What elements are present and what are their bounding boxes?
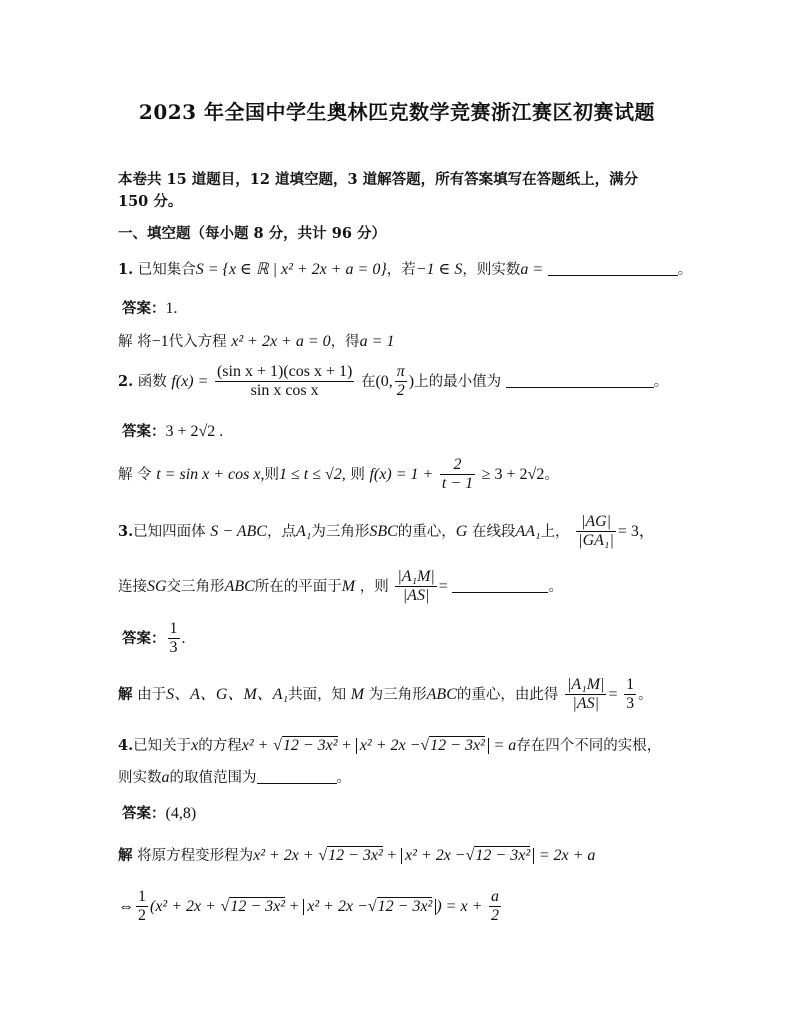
fraction: $\frac{|AG|}{\text{|GA₁|}}$ [578,513,614,550]
answer-blank[interactable] [548,261,678,276]
math-expr: −1 ∈ S [415,261,463,278]
math-expr: ABC [426,685,457,703]
math-expr: ABC [224,577,255,595]
math-expr: 12 − 3x² [230,897,286,915]
question-text: 所在的平面于 [254,578,342,595]
answer-value: 3 + 2√2 . [165,423,224,440]
math-expr: f(x) = [171,372,209,390]
fraction: $\frac{1}{3}$ [626,676,635,713]
math-expr: M [341,577,356,595]
solution-text: 由于 [137,686,167,703]
solution-1 [118,330,394,351]
answer-blank[interactable] [452,578,548,593]
question-text: 。 [653,373,669,390]
iff-symbol: ⇔ [118,897,134,915]
solution-2 [118,456,559,494]
math-expr: 12 − 3x² [328,847,383,864]
answer-blank[interactable] [257,769,337,784]
question-text: 已知集合 [137,262,196,278]
math-expr: 1 ≤ t ≤ √2, [278,465,346,483]
math-expr: + [289,897,299,915]
math-expr: x [191,737,199,754]
solution-text: 则 [264,466,279,483]
question-text: 已知四面体 [133,523,206,540]
answer-3 [122,620,186,658]
answer-value: (4,8) [165,805,197,822]
solution-text: 代入方程 [168,334,227,350]
math-expr: = a [493,737,517,754]
question-4 [118,734,661,755]
fraction: $\frac{1}{3}$ [169,620,178,657]
question-text: 在线段 [471,523,516,540]
question-text: ，则实数 [462,262,521,278]
math-expr: A₁ [295,522,312,540]
question-text: ，则 [359,578,389,595]
page-title: 2023 年全国中学生奥林匹克数学竞赛浙江赛区初赛试题 [138,100,656,124]
math-expr: x² + 2x + a = 0 [231,333,331,350]
question-text: 存在四个不同的实根， [516,738,662,754]
math-expr: = 2x + a [538,847,596,864]
solution-4 [118,844,595,865]
question-3-cont [118,568,563,606]
sqrt-sign-icon: √ [318,847,328,864]
question-1 [118,258,692,279]
answer-2 [122,420,223,441]
question-number: 3. [118,522,134,540]
solution-3 [118,676,653,714]
solution-text: ，得 [330,334,360,350]
question-text: 交三角形 [166,578,225,595]
solution-text: 为三角形 [368,686,427,703]
math-expr: S = {x ∈ ℝ | x² + 2x + a = 0} [195,261,387,278]
math-expr: S − ABC [210,522,267,540]
math-expr: a [161,769,170,786]
solution-4-cont [118,888,503,926]
answer-label: 答案： [122,805,166,822]
math-expr: (0, [375,372,393,390]
question-text: 。 [677,262,693,278]
solution-label: 解 [118,466,133,483]
answer-value: 1. [165,300,178,317]
solution-text: 的重心，由此得 [456,686,559,703]
section-heading: 一、填空题（每小题 8 分，共计 96 分） [118,225,386,242]
fraction: $\frac{1}{2}$ [138,888,146,925]
question-text: 连接 [118,578,147,595]
math-expr: = [438,577,448,595]
fraction: $\frac{\text{(sin x + 1)(cos x + 1)}}{\text{sin x cos x}}$ [216,363,353,400]
math-expr: M [350,685,365,703]
solution-text: 共面，知 [288,686,347,703]
answer-blank[interactable] [506,373,654,388]
question-text: 已知关于 [133,738,192,754]
math-expr: −1 [151,333,169,350]
answer-value: . [181,629,186,647]
solution-text: 。 [544,466,559,483]
question-4-cont [118,766,351,787]
question-text: 的取值范围为 [169,770,257,786]
question-number: 4. [118,737,134,754]
question-number: 1. [118,261,134,278]
fraction: $\frac{\text{|A₁M|}}{|AS|}$ [566,676,605,713]
math-expr: ) [408,372,415,390]
answer-label: 答案： [122,300,166,317]
fraction: $\frac{a}{2}$ [490,888,499,925]
question-text: ，若 [386,262,416,278]
answer-label: 答案： [122,629,166,647]
solution-text: 则 [350,466,365,483]
question-text: 上， [540,523,570,540]
question-text: 则实数 [118,770,162,786]
math-expr: SBC [369,522,398,540]
math-expr: ≥ 3 + 2√2 [481,465,545,483]
sqrt-sign-icon: √ [273,737,282,754]
answer-4 [122,802,196,823]
solution-text: 令 [137,466,152,483]
math-expr: t = sin x + cos x, [156,465,265,483]
absolute-value: x² + 2x −√12 − 3x² [303,899,436,915]
fraction: $\frac{\pi}{2}$ [396,363,405,400]
math-expr: f(x) = 1 + [369,465,434,483]
question-text: ，点 [266,523,296,540]
fraction: $\frac{2}{t - 1}$ [441,456,474,493]
math-expr: S、A、G、M、A₁ [166,685,289,703]
math-expr: 12 − 3x² [282,737,338,754]
fraction: $\frac{\text{|A₁M|}}{|AS|}$ [397,568,435,605]
math-expr: + [387,847,397,864]
question-text: 上的最小值为 [414,373,502,390]
question-number: 2. [118,372,134,390]
solution-text: 将原方程变形程为 [137,848,254,864]
question-text: 为三角形 [311,523,370,540]
solution-label: 解 [118,334,133,350]
math-expr: = [608,685,618,703]
question-text: 。 [548,578,563,595]
question-text: 函数 [137,373,167,390]
question-text: 的重心， [397,523,456,540]
absolute-value: x² + 2x −√12 − 3x² [401,848,534,864]
solution-text: 将 [137,334,152,350]
solution-text: 。 [638,686,653,703]
answer-1 [122,297,178,318]
intro-line-2: 150 分。 [118,193,183,210]
math-expr: SG [147,577,167,595]
intro-line-1: 本卷共 15 道题目，12 道填空题，3 道解答题，所有答案填写在答题纸上，满分 [118,171,639,188]
math-expr: ) = x + [436,897,483,915]
math-expr: (x² + 2x + [150,897,216,915]
math-expr: + [342,737,352,754]
question-text: 。 [336,770,351,786]
math-expr: x² + [241,737,269,754]
answer-label: 答案： [122,423,166,440]
question-3 [118,513,655,551]
absolute-value: x² + 2x −√12 − 3x² [356,738,489,754]
math-expr: G [455,522,468,540]
math-expr: x² + 2x + [253,847,314,864]
math-expr: AA₁ [515,522,541,540]
question-text: 在 [360,373,376,390]
question-text: 的方程 [198,738,242,754]
solution-label: 解 [118,847,133,864]
math-expr: a = 1 [359,333,395,350]
math-expr: a = [520,261,544,278]
sqrt-sign-icon: √ [220,897,230,915]
question-2 [118,363,668,401]
math-expr: = 3， [617,522,655,540]
solution-label: 解 [118,685,133,703]
